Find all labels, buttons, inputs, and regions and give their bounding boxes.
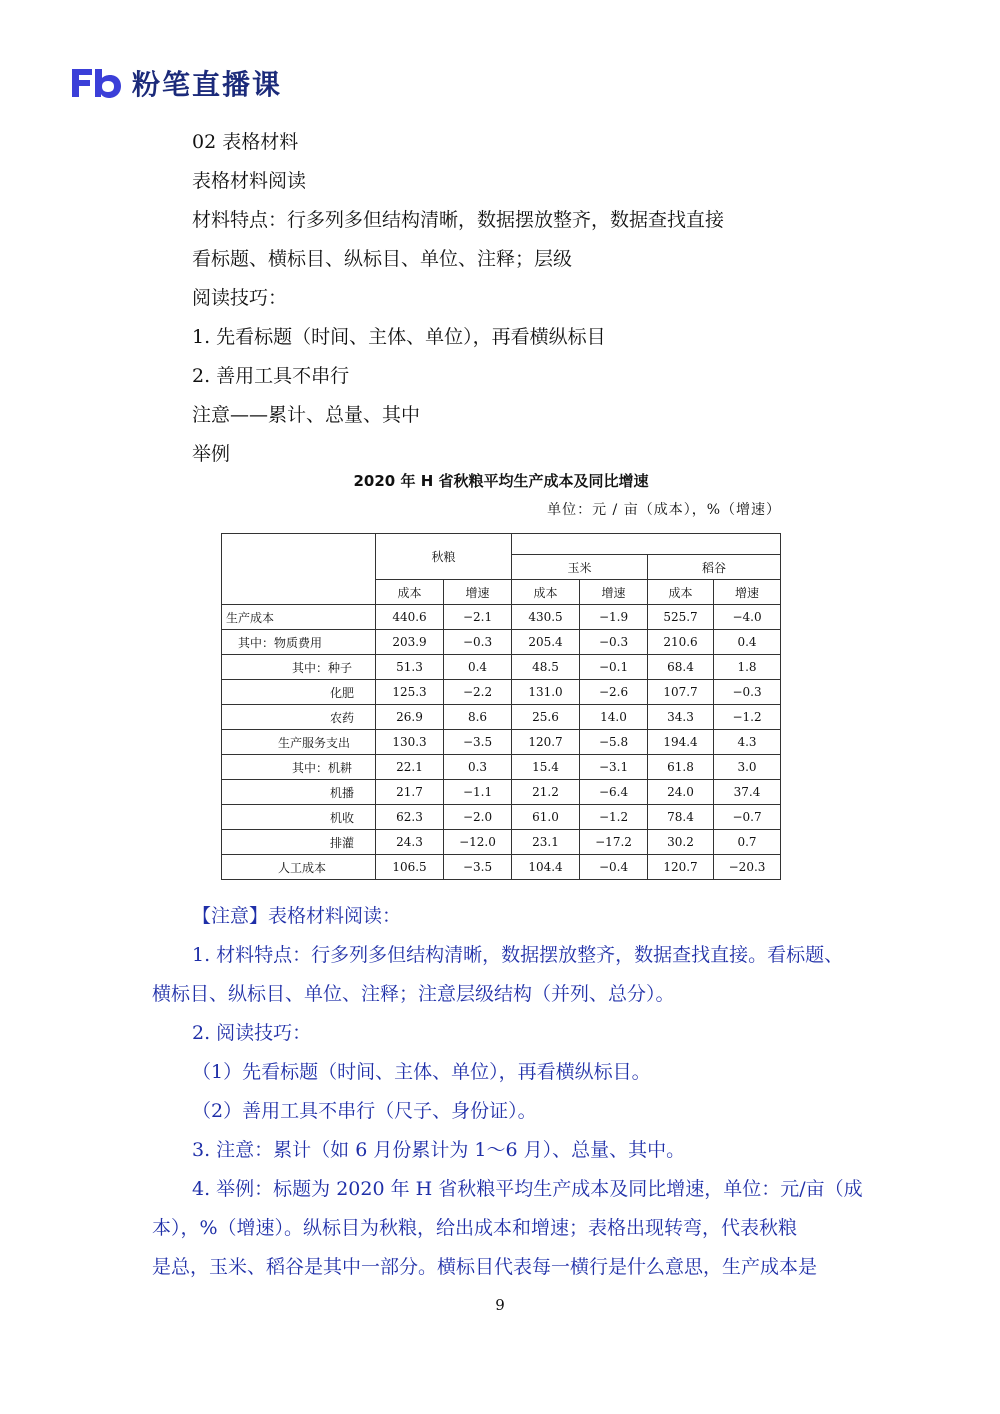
note-line: 是总，玉米、稻谷是其中一部分。横标目代表每一横行是什么意思，生产成本是 (152, 1256, 818, 1278)
intro-line: 2. 善用工具不串行 (192, 365, 350, 387)
table-row (222, 730, 781, 755)
intro-line: 举例 (192, 443, 231, 465)
brand-logo (70, 66, 282, 100)
note-line: （1）先看标题（时间、主体、单位），再看横纵标目。 (192, 1061, 651, 1083)
cost-cell: 24.3 (376, 830, 444, 855)
column-header: 增速 (444, 580, 512, 605)
intro-line: 材料特点：行多列多但结构清晰，数据摆放整齐，数据查找直接 (192, 209, 725, 231)
cost-cell: 525.7 (648, 605, 714, 630)
note-line: 2. 阅读技巧： (192, 1022, 312, 1044)
group-header-spacer (512, 534, 781, 555)
intro-line: 阅读技巧： (192, 287, 288, 309)
table-row (222, 605, 781, 630)
cost-cell: 106.5 (376, 855, 444, 880)
cost-cell: 21.2 (512, 780, 580, 805)
growth-cell: −2.2 (444, 680, 512, 705)
growth-cell: 14.0 (580, 705, 648, 730)
growth-cell: 8.6 (444, 705, 512, 730)
growth-cell: −2.6 (580, 680, 648, 705)
table-row (222, 705, 781, 730)
column-header: 增速 (580, 580, 648, 605)
intro-line: 看标题、横标目、纵标目、单位、注释；层级 (192, 248, 573, 270)
growth-cell: −0.7 (714, 805, 781, 830)
fb-logo-icon (70, 67, 122, 99)
cost-cell: 78.4 (648, 805, 714, 830)
growth-cell: −3.5 (444, 730, 512, 755)
table-row (222, 680, 781, 705)
cost-cell: 430.5 (512, 605, 580, 630)
cost-cell: 61.8 (648, 755, 714, 780)
growth-cell: −1.1 (444, 780, 512, 805)
column-header: 成本 (648, 580, 714, 605)
cost-cell: 120.7 (648, 855, 714, 880)
cost-cell: 34.3 (648, 705, 714, 730)
cost-cell: 21.7 (376, 780, 444, 805)
growth-cell: −3.5 (444, 855, 512, 880)
page-number: 9 (495, 1296, 505, 1314)
group-header-sub: 稻谷 (648, 555, 781, 580)
cost-cell: 24.0 (648, 780, 714, 805)
row-label: 人工成本 (222, 855, 376, 880)
cost-cell: 194.4 (648, 730, 714, 755)
growth-cell: −0.1 (580, 655, 648, 680)
cost-cell: 440.6 (376, 605, 444, 630)
column-header: 增速 (714, 580, 781, 605)
table-row (222, 855, 781, 880)
growth-cell: −2.0 (444, 805, 512, 830)
group-header-top: 秋粮 (376, 534, 512, 580)
note-line: 1. 材料特点：行多列多但结构清晰，数据摆放整齐，数据查找直接。看标题、 (192, 944, 844, 966)
growth-cell: 0.4 (444, 655, 512, 680)
cost-cell: 107.7 (648, 680, 714, 705)
note-line: 本），%（增速）。纵标目为秋粮，给出成本和增速；表格出现转弯，代表秋粮 (152, 1217, 798, 1239)
row-label: 机播 (222, 780, 376, 805)
row-label: 机收 (222, 805, 376, 830)
cost-table (221, 533, 781, 880)
growth-cell: −3.1 (580, 755, 648, 780)
cost-cell: 131.0 (512, 680, 580, 705)
group-header-sub: 玉米 (512, 555, 648, 580)
cost-cell: 68.4 (648, 655, 714, 680)
cost-cell: 120.7 (512, 730, 580, 755)
growth-cell: 1.8 (714, 655, 781, 680)
table-title: 2020 年 H 省秋粮平均生产成本及同比增速 (353, 472, 649, 490)
cost-cell: 210.6 (648, 630, 714, 655)
growth-cell: −0.3 (714, 680, 781, 705)
note-line: 横标目、纵标目、单位、注释；注意层级结构（并列、总分）。 (152, 983, 675, 1005)
row-label: 其中：物质费用 (222, 630, 376, 655)
growth-cell: −0.4 (580, 855, 648, 880)
growth-cell: −1.9 (580, 605, 648, 630)
cost-cell: 203.9 (376, 630, 444, 655)
growth-cell: −17.2 (580, 830, 648, 855)
note-line: 4. 举例：标题为 2020 年 H 省秋粮平均生产成本及同比增速，单位：元/亩（成 (192, 1178, 863, 1200)
table-body (222, 605, 781, 880)
growth-cell: 4.3 (714, 730, 781, 755)
growth-cell: −0.3 (580, 630, 648, 655)
growth-cell: 0.7 (714, 830, 781, 855)
table-caption (221, 470, 781, 522)
growth-cell: 0.3 (444, 755, 512, 780)
growth-cell: −4.0 (714, 605, 781, 630)
note-line: 3. 注意：累计（如 6 月份累计为 1～6 月）、总量、其中。 (192, 1139, 686, 1161)
brand-name: 粉笔直播课 (132, 68, 283, 101)
cost-cell: 26.9 (376, 705, 444, 730)
cost-cell: 25.6 (512, 705, 580, 730)
row-label: 化肥 (222, 680, 376, 705)
note-heading: 【注意】表格材料阅读： (192, 905, 402, 927)
growth-cell: −0.3 (444, 630, 512, 655)
note-line: （2）善用工具不串行（尺子、身份证）。 (192, 1100, 537, 1122)
growth-cell: −5.8 (580, 730, 648, 755)
cost-cell: 62.3 (376, 805, 444, 830)
table-row (222, 805, 781, 830)
cost-cell: 48.5 (512, 655, 580, 680)
column-header: 成本 (512, 580, 580, 605)
growth-cell: 3.0 (714, 755, 781, 780)
column-header: 成本 (376, 580, 444, 605)
cost-cell: 51.3 (376, 655, 444, 680)
table-unit: 单位：元 / 亩（成本），%（增速） (547, 502, 781, 518)
cost-cell: 15.4 (512, 755, 580, 780)
growth-cell: −2.1 (444, 605, 512, 630)
cost-cell: 30.2 (648, 830, 714, 855)
growth-cell: −12.0 (444, 830, 512, 855)
growth-cell: −1.2 (714, 705, 781, 730)
growth-cell: −20.3 (714, 855, 781, 880)
cost-cell: 104.4 (512, 855, 580, 880)
growth-cell: −1.2 (580, 805, 648, 830)
subsection-heading: 表格材料阅读 (192, 170, 307, 192)
intro-line: 1. 先看标题（时间、主体、单位），再看横纵标目 (192, 326, 606, 348)
table-row (222, 755, 781, 780)
row-label: 其中：机耕 (222, 755, 376, 780)
row-label: 其中：种子 (222, 655, 376, 680)
table-row (222, 780, 781, 805)
cost-cell: 125.3 (376, 680, 444, 705)
intro-line: 注意——累计、总量、其中 (192, 404, 421, 426)
table-corner-cell (222, 534, 376, 605)
row-label: 生产服务支出 (222, 730, 376, 755)
row-label: 生产成本 (222, 605, 376, 630)
cost-cell: 205.4 (512, 630, 580, 655)
table-row (222, 655, 781, 680)
table-row (222, 630, 781, 655)
row-label: 农药 (222, 705, 376, 730)
growth-cell: 37.4 (714, 780, 781, 805)
cost-cell: 130.3 (376, 730, 444, 755)
growth-cell: 0.4 (714, 630, 781, 655)
growth-cell: −6.4 (580, 780, 648, 805)
cost-cell: 22.1 (376, 755, 444, 780)
row-label: 排灌 (222, 830, 376, 855)
cost-cell: 23.1 (512, 830, 580, 855)
table-row (222, 830, 781, 855)
section-heading: 02 表格材料 (192, 131, 299, 153)
cost-cell: 61.0 (512, 805, 580, 830)
